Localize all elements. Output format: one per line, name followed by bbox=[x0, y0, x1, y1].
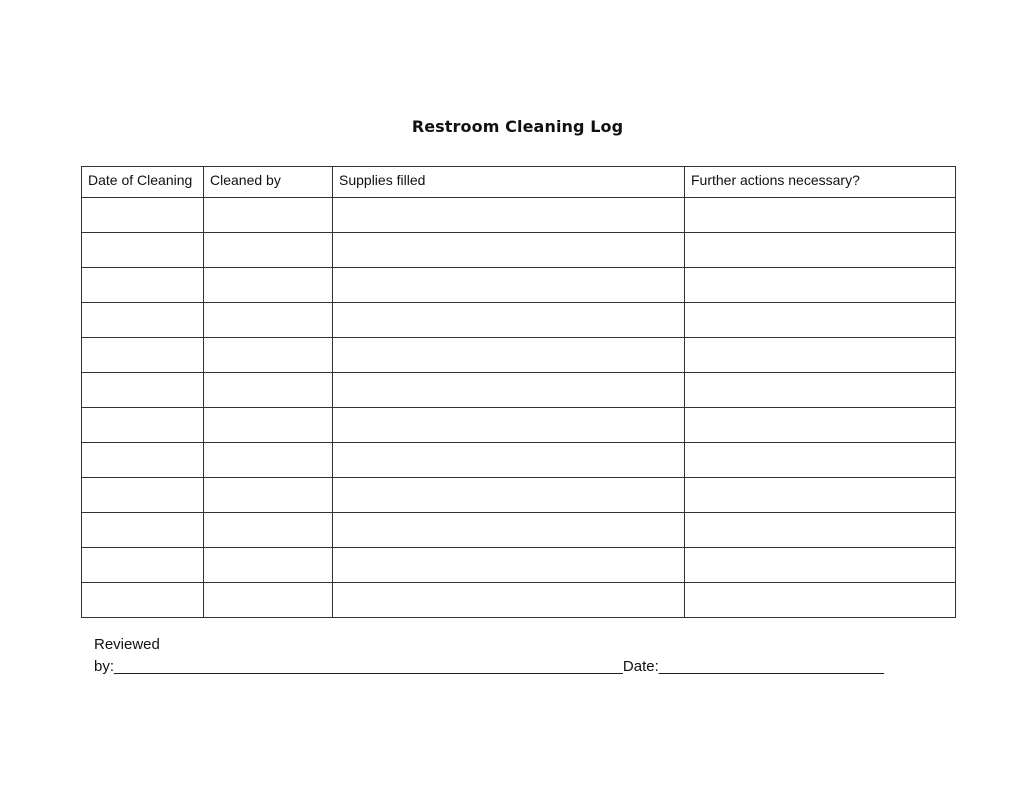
table-row bbox=[82, 373, 956, 408]
cleaned-by-cell[interactable] bbox=[204, 478, 333, 513]
table-row bbox=[82, 513, 956, 548]
further-actions-cell[interactable] bbox=[685, 478, 956, 513]
date-cell[interactable] bbox=[82, 583, 204, 618]
date-cell[interactable] bbox=[82, 443, 204, 478]
date-cell[interactable] bbox=[82, 408, 204, 443]
further-actions-cell[interactable] bbox=[685, 233, 956, 268]
cleaned-by-cell[interactable] bbox=[204, 373, 333, 408]
date-cell[interactable] bbox=[82, 513, 204, 548]
supplies-filled-cell[interactable] bbox=[333, 478, 685, 513]
date-cell[interactable] bbox=[82, 373, 204, 408]
cleaning-log-table bbox=[81, 166, 956, 618]
table-row bbox=[82, 303, 956, 338]
cleaned-by-cell[interactable] bbox=[204, 338, 333, 373]
table-row bbox=[82, 443, 956, 478]
header-cleaned-by: Cleaned by bbox=[204, 167, 333, 198]
further-actions-cell[interactable] bbox=[685, 513, 956, 548]
supplies-filled-cell[interactable] bbox=[333, 373, 685, 408]
date-line[interactable]: Date:___________________________ bbox=[622, 658, 884, 675]
header-supplies-filled: Supplies filled bbox=[333, 167, 685, 198]
supplies-filled-cell[interactable] bbox=[333, 233, 685, 268]
supplies-filled-cell[interactable] bbox=[333, 583, 685, 618]
supplies-filled-cell[interactable] bbox=[333, 198, 685, 233]
date-cell[interactable] bbox=[82, 198, 204, 233]
supplies-filled-cell[interactable] bbox=[333, 408, 685, 443]
further-actions-cell[interactable] bbox=[685, 408, 956, 443]
table-row bbox=[82, 198, 956, 233]
date-cell[interactable] bbox=[82, 268, 204, 303]
cleaned-by-cell[interactable] bbox=[204, 443, 333, 478]
cleaned-by-cell[interactable] bbox=[204, 198, 333, 233]
cleaned-by-cell[interactable] bbox=[204, 408, 333, 443]
table-row bbox=[82, 583, 956, 618]
table-row bbox=[82, 268, 956, 303]
reviewed-label: Reviewed bbox=[94, 636, 160, 653]
supplies-filled-cell[interactable] bbox=[333, 338, 685, 373]
cleaned-by-cell[interactable] bbox=[204, 548, 333, 583]
reviewed-by-line[interactable]: by:_____________________________________________________________ bbox=[94, 658, 623, 675]
supplies-filled-cell[interactable] bbox=[333, 443, 685, 478]
date-cell[interactable] bbox=[82, 478, 204, 513]
review-footer bbox=[94, 634, 884, 678]
supplies-filled-cell[interactable] bbox=[333, 513, 685, 548]
header-further-actions: Further actions necessary? bbox=[685, 167, 956, 198]
header-row bbox=[82, 167, 956, 198]
further-actions-cell[interactable] bbox=[685, 548, 956, 583]
supplies-filled-cell[interactable] bbox=[333, 548, 685, 583]
supplies-filled-cell[interactable] bbox=[333, 303, 685, 338]
page-title: Restroom Cleaning Log bbox=[411, 117, 624, 136]
cleaned-by-cell[interactable] bbox=[204, 583, 333, 618]
cleaned-by-cell[interactable] bbox=[204, 233, 333, 268]
cleaned-by-cell[interactable] bbox=[204, 268, 333, 303]
table-row bbox=[82, 338, 956, 373]
supplies-filled-cell[interactable] bbox=[333, 268, 685, 303]
cleaned-by-cell[interactable] bbox=[204, 303, 333, 338]
table-row bbox=[82, 478, 956, 513]
further-actions-cell[interactable] bbox=[685, 443, 956, 478]
table-row bbox=[82, 548, 956, 583]
header-date-of-cleaning: Date of Cleaning bbox=[82, 167, 204, 198]
further-actions-cell[interactable] bbox=[685, 583, 956, 618]
signature-line-row bbox=[94, 656, 884, 678]
further-actions-cell[interactable] bbox=[685, 338, 956, 373]
table-row bbox=[82, 408, 956, 443]
table-row bbox=[82, 233, 956, 268]
date-cell[interactable] bbox=[82, 338, 204, 373]
further-actions-cell[interactable] bbox=[685, 268, 956, 303]
date-cell[interactable] bbox=[82, 303, 204, 338]
cleaned-by-cell[interactable] bbox=[204, 513, 333, 548]
further-actions-cell[interactable] bbox=[685, 198, 956, 233]
further-actions-cell[interactable] bbox=[685, 303, 956, 338]
date-cell[interactable] bbox=[82, 548, 204, 583]
date-cell[interactable] bbox=[82, 233, 204, 268]
further-actions-cell[interactable] bbox=[685, 373, 956, 408]
